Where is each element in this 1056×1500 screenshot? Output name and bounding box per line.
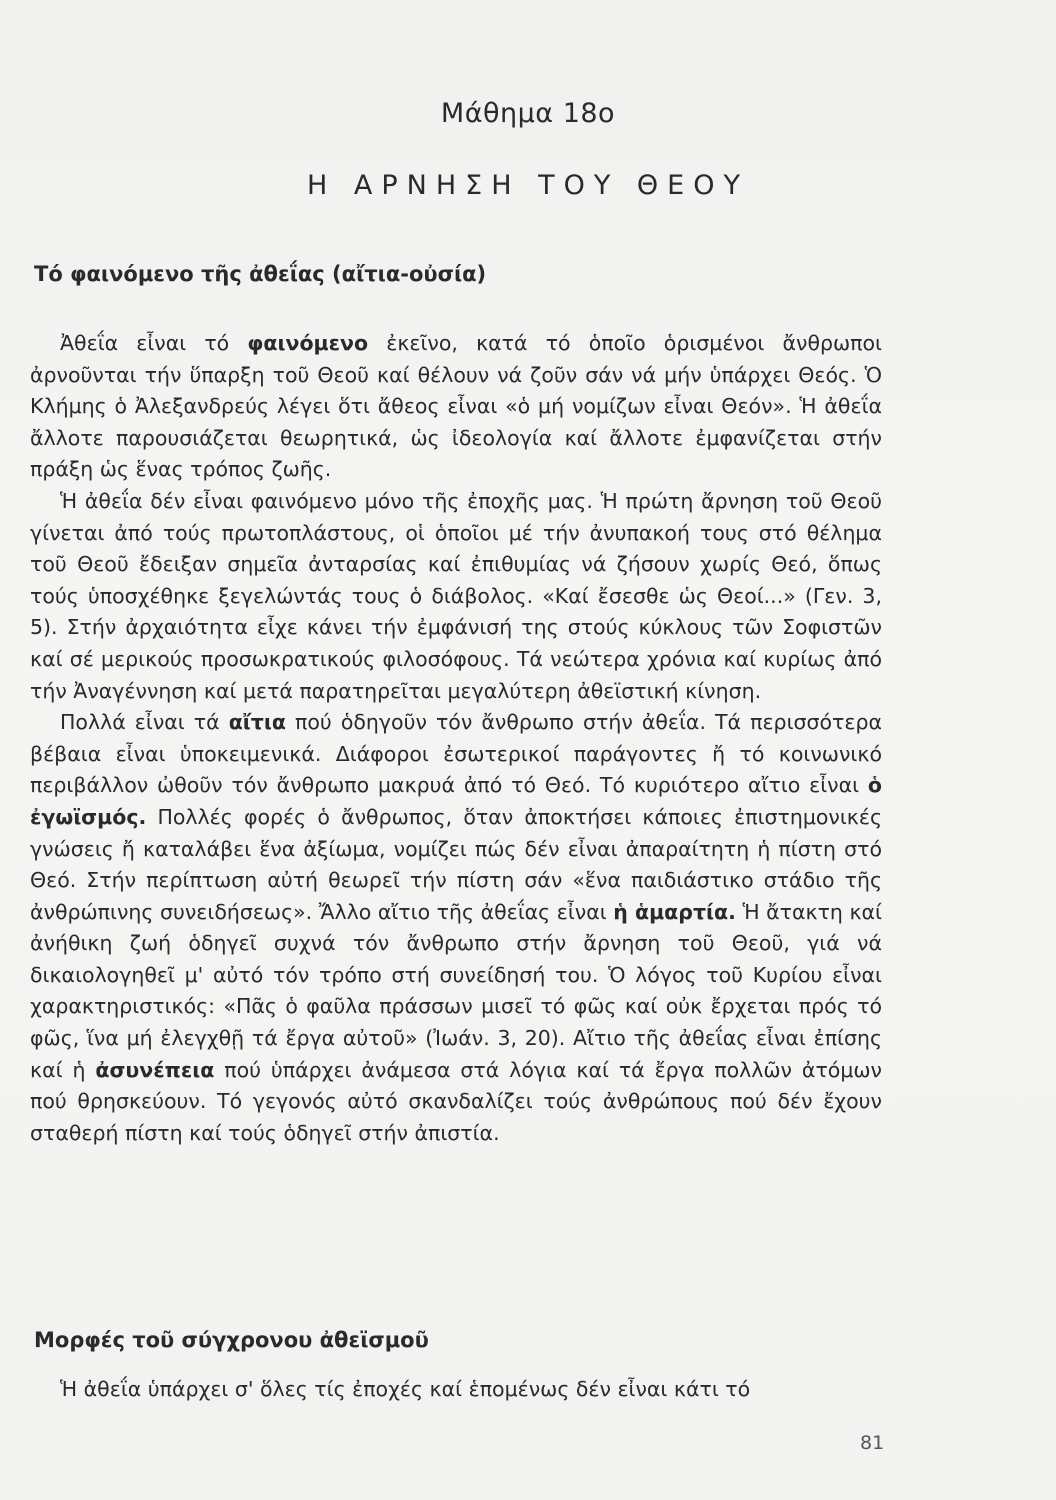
- paragraph-text: Ἀθεΐα εἶναι τό: [60, 331, 248, 355]
- paragraph-text: πού ὁδηγοῦν τόν ἄνθρωπο στήν ἀθεΐα. Τά περισσότερα βέβαια εἶναι ὑποκειμενικά. Διάφοροι ἐσωτερικοί παράγοντες ἤ τό κοινωνικό περιβάλλον ὠθοῦν τόν ἄνθρωπο μακρυά ἀπό τό Θεό. Τό κυριότερο αἴτιο εἶναι: [30, 710, 882, 798]
- paragraph-history: Ἡ ἀθεΐα δέν εἶναι φαινόμενο μόνο τῆς ἐποχῆς μας. Ἡ πρώτη ἄρνηση τοῦ Θεοῦ γίνεται ἀπό τούς πρωτοπλάστους, οἱ ὁποῖοι μέ τήν ἀνυπακοή τους στό θέλημα τοῦ Θεοῦ ἔδειξαν σημεῖα ἀνταρσίας καί ἐπιθυμίας νά ζήσουν χωρίς Θεό, ὅπως τούς ὑποσχέθηκε ξεγελώντάς τους ὁ διάβολος. «Καί ἔσεσθε ὡς Θεοί...» (Γεν. 3, 5). Στήν ἀρχαιότητα εἶχε κάνει τήν ἐμφάνισή της στούς κύκλους τῶν Σοφιστῶν καί σέ μερικούς προσωκρατικούς φιλοσόφους. Τά νεώτερα χρόνια καί κυρίως ἀπό τήν Ἀναγέννηση καί μετά παρατηρεῖται μεγαλύτερη ἀθεϊστική κίνηση.: [30, 488, 882, 703]
- section-heading-phenomenon: Τό φαινόμενο τῆς ἀθεΐας (αἴτια-οὐσία): [34, 262, 487, 286]
- section-body-forms: [30, 1374, 882, 1406]
- section-heading-forms: Μορφές τοῦ σύγχρονου ἀθεϊσμοῦ: [34, 1328, 429, 1352]
- paragraph-text: ἐκεῖνο, κατά τό ὁποῖο ὁρισμένοι ἄνθρωποι ἀρνοῦνται τήν ὕπαρξη τοῦ Θεοῦ καί θέλουν νά ζοῦν σάν νά μήν ὑπάρχει Θεός. Ὁ Κλήμης ὁ Ἀλεξανδρεύς λέγει ὅτι ἄθεος εἶναι «ὁ μή νομίζων εἶναι Θεόν». Ἡ ἀθεΐα ἄλλοτε παρουσιάζεται θεωρητικά, ὡς ἰδεολογία καί ἄλλοτε ἐμφανίζεται στήν πράξη ὡς ἕνας τρόπος ζωῆς.: [30, 331, 882, 482]
- emphasis-term: αἴτια: [228, 710, 286, 735]
- paragraph-forms-intro: Ἡ ἀθεΐα ὑπάρχει σ' ὅλες τίς ἐποχές καί ἑπομένως δέν εἶναι κάτι τό: [60, 1377, 751, 1401]
- lesson-title: Μάθημα 18ο: [440, 98, 616, 129]
- paragraph-text: πού ὑπάρχει ἀνάμεσα στά λόγια καί τά ἔργα πολλῶν ἀτόμων πού θρησκεύουν. Τό γεγονός αὐτό σκανδαλίζει τούς ἀνθρώπους πού δέν ἔχουν σταθερή πίστη καί τούς ὁδηγεῖ στήν ἀπιστία.: [30, 1057, 882, 1145]
- emphasis-term: ἡ ἁμαρτία.: [613, 899, 736, 924]
- emphasis-term: φαινόμενο: [247, 331, 369, 355]
- section-body-phenomenon: [30, 328, 882, 1149]
- emphasis-term: ἀσυνέπεια: [95, 1057, 215, 1082]
- paragraph-definition: [30, 328, 882, 486]
- paragraph-text: Πολλά εἶναι τά: [60, 710, 229, 735]
- emphasis-term: ὁ ἐγωϊσμός.: [30, 773, 882, 829]
- paragraph-text: Πολλές φορές ὁ ἄνθρωπος, ὅταν ἀποκτήσει κάποιες ἐπιστημονικές γνώσεις ἤ καταλάβει ἕνα ἀξίωμα, νομίζει πώς δέν εἶναι ἀπαραίτητη ἡ πίστη στό Θεό. Στήν περίπτωση αὐτή θεωρεῖ τήν πίστη σάν «ἕνα παιδιάστικο στάδιο τῆς ἀνθρώπινης συνειδήσεως». Ἄλλο αἴτιο τῆς ἀθεΐας εἶναι: [30, 804, 882, 924]
- paragraph-text: Ἡ ἄτακτη καί ἀνήθικη ζωή ὁδηγεῖ συχνά τόν ἄνθρωπο στήν ἄρνηση τοῦ Θεοῦ, γιά νά δικαιολογηθεῖ μ' αὐτό τόν τρόπο στή συνείδησή του. Ὁ λόγος τοῦ Κυρίου εἶναι χαρακτηριστικός: «Πᾶς ὁ φαῦλα πράσσων μισεῖ τό φῶς καί οὐκ ἔρχεται πρός τό φῶς, ἵνα μή ἐλεγχθῇ τά ἔργα αὐτοῦ» (Ἰωάν. 3, 20). Αἴτιο τῆς ἀθεΐας εἶναι ἐπίσης καί ἡ: [30, 899, 882, 1082]
- page-number: 81: [860, 1432, 885, 1454]
- chapter-title: Η ΑΡΝΗΣΗ ΤΟΥ ΘΕΟΥ: [307, 170, 749, 201]
- paragraph-causes: [30, 707, 882, 1149]
